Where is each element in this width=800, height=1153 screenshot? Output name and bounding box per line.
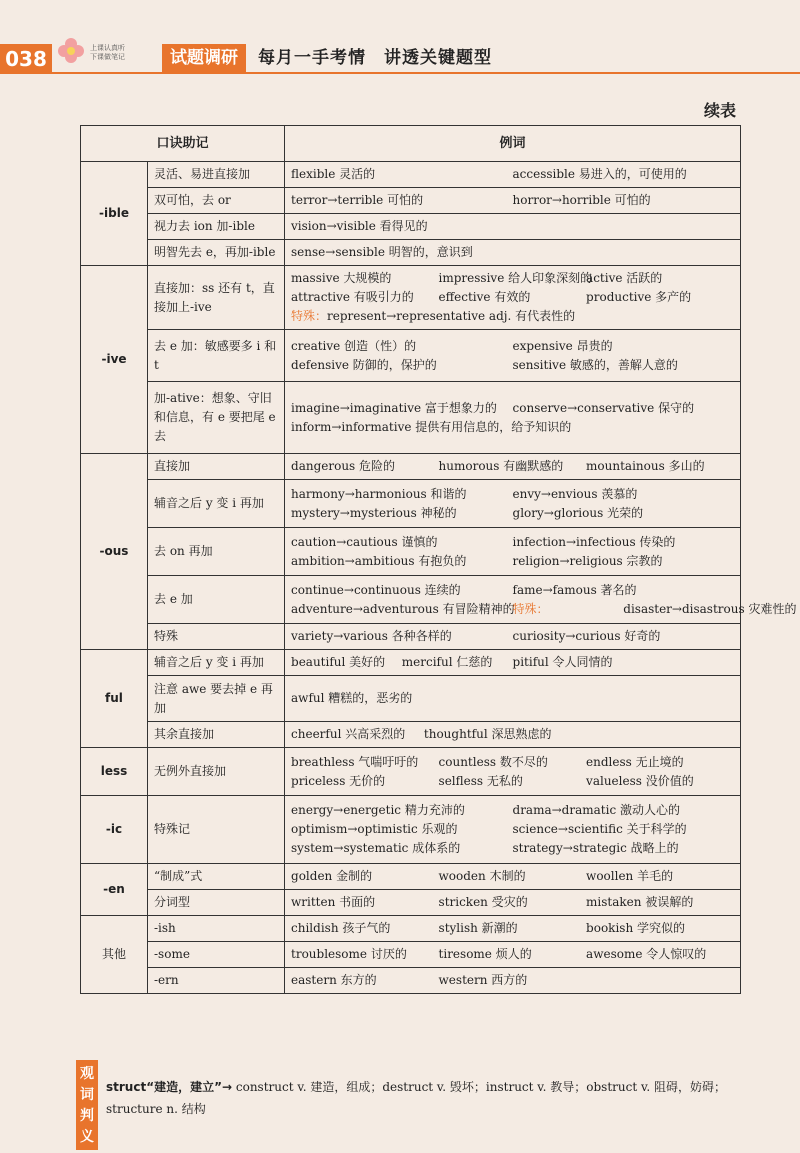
example-word: troublesome 讨厌的 <box>291 947 407 961</box>
footer-root: struct <box>106 1080 147 1094</box>
example-word: curiosity→curious 好奇的 <box>512 629 661 643</box>
example-word: cheerful 兴高采烈的 <box>291 727 406 741</box>
table-row <box>81 214 741 240</box>
examples-cell <box>285 942 741 968</box>
example-word: merciful 仁慈的 <box>401 655 493 669</box>
page-header <box>0 0 800 70</box>
special-text: represent→representative adj. 有代表性的 <box>327 309 576 323</box>
examples-cell <box>285 240 741 266</box>
suffix-cell: 其他 <box>81 916 148 994</box>
example-word: priceless 无价的 <box>291 773 386 788</box>
example-word: caution→cautious 谨慎的 <box>291 534 438 549</box>
mnemonic-cell: 视力去 ion 加-ible <box>148 214 285 240</box>
example-word: variety→various 各种各样的 <box>291 629 452 643</box>
mnemonic-cell: 去 on 再加 <box>148 528 285 576</box>
suffix-cell: -ic <box>81 796 148 864</box>
examples-cell <box>285 650 741 676</box>
special-label: 特殊： <box>512 601 549 616</box>
example-word: fame→famous 著名的 <box>512 582 637 597</box>
suffix-cell: -ous <box>81 454 148 650</box>
table-row <box>81 454 741 480</box>
examples-cell <box>285 330 741 382</box>
example-word: productive 多产的 <box>586 290 692 304</box>
header-examples: 例词 <box>285 126 741 162</box>
example-word: massive 大规模的 <box>291 271 392 285</box>
mnemonic-cell: -some <box>148 942 285 968</box>
example-word: infection→infectious 传染的 <box>512 534 676 549</box>
examples-cell <box>285 480 741 528</box>
table-row <box>81 330 741 382</box>
mnemonic-cell: 辅音之后 y 变 i 再加 <box>148 650 285 676</box>
example-word: selfless 无私的 <box>438 773 523 788</box>
example-word: mistaken 被误解的 <box>586 895 694 909</box>
table-row <box>81 576 741 624</box>
mnemonic-cell: 直接加：ss 还有 t，直接加上-ive <box>148 266 285 330</box>
continued-label: 续表 <box>704 101 737 120</box>
examples-cell <box>285 748 741 796</box>
table-row <box>81 796 741 864</box>
table-row <box>81 188 741 214</box>
special-note <box>512 600 797 619</box>
example-word: bookish 学究似的 <box>586 921 685 935</box>
examples-cell <box>285 722 741 748</box>
example-word: glory→glorious 光荣的 <box>512 505 644 520</box>
table-row <box>81 890 741 916</box>
example-word: golden 金制的 <box>291 869 373 883</box>
suffix-cell: -ive <box>81 266 148 454</box>
example-word: envy→envious 羡慕的 <box>512 486 638 501</box>
examples-cell <box>285 266 741 330</box>
example-word: humorous 有幽默感的 <box>438 459 564 473</box>
example-word: valueless 没价值的 <box>586 773 694 788</box>
section-badge: 试题调研 <box>162 44 246 72</box>
special-note <box>291 307 734 326</box>
suffix-table <box>80 125 797 994</box>
example-word: breathless 气喘吁吁的 <box>291 754 419 769</box>
mnemonic-cell: 注意 awe 要去掉 e 再加 <box>148 676 285 722</box>
examples-cell <box>285 890 741 916</box>
suffix-cell: -ible <box>81 162 148 266</box>
table-row <box>81 624 741 650</box>
table-row <box>81 162 741 188</box>
mnemonic-cell: 特殊记 <box>148 796 285 864</box>
suffix-cell: less <box>81 748 148 796</box>
example-word: conserve→conservative 保守的 <box>512 400 695 415</box>
example-word: vision→visible 看得见的 <box>291 219 428 233</box>
example-word: wooden 木制的 <box>438 869 526 883</box>
example-word: dangerous 危险的 <box>291 459 396 473</box>
page-number: 038 <box>0 44 52 74</box>
example-word: flexible 灵活的 <box>291 167 376 181</box>
example-word: accessible 易进入的，可使用的 <box>512 167 687 181</box>
footer-root-meaning: “建造，建立”→ <box>146 1080 233 1094</box>
example-word: expensive 昂贵的 <box>512 338 613 353</box>
example-word: religion→religious 宗教的 <box>512 553 663 568</box>
examples-cell <box>285 916 741 942</box>
mnemonic-cell: 直接加 <box>148 454 285 480</box>
examples-cell <box>285 968 741 994</box>
example-word: strategy→strategic 战略上的 <box>512 841 679 855</box>
example-word: stylish 新潮的 <box>438 921 518 935</box>
header-slogan: 每月一手考情 讲透关键题型 <box>258 48 492 68</box>
table-header-row <box>81 126 741 162</box>
example-word: creative 创造（性）的 <box>291 338 417 353</box>
mnemonic-cell: 特殊 <box>148 624 285 650</box>
header-rule <box>0 72 800 74</box>
example-word: sense→sensible 明智的，意识到 <box>291 245 473 259</box>
mnemonic-cell: -ern <box>148 968 285 994</box>
example-word: science→scientific 关于科学的 <box>512 822 687 836</box>
example-word: system→systematic 成体系的 <box>291 841 461 855</box>
example-word: awful 糟糕的，恶劣的 <box>291 691 413 705</box>
example-word: eastern 东方的 <box>291 973 377 987</box>
example-word: inform→informative 提供有用信息的，给予知识的 <box>291 419 572 434</box>
example-word: western 西方的 <box>438 973 528 987</box>
mnemonic-cell: 去 e 加 <box>148 576 285 624</box>
flower-logo-icon <box>56 36 86 68</box>
example-word: endless 无止境的 <box>586 754 684 769</box>
table-row <box>81 968 741 994</box>
example-word: adventure→adventurous 有冒险精神的 <box>291 601 515 616</box>
footer-text: construct v. 建造，组成；destruct v. 毁坏；instruct v. 教导；obstruct v. 阻碍，妨碍；structure n. 结构 <box>106 1080 726 1116</box>
mnemonic-cell: 灵活、易进直接加 <box>148 162 285 188</box>
mnemonic-cell: -ish <box>148 916 285 942</box>
mnemonic-cell: “制成”式 <box>148 864 285 890</box>
examples-cell <box>285 576 797 624</box>
examples-cell <box>285 188 741 214</box>
mnemonic-cell: 明智先去 e，再加-ible <box>148 240 285 266</box>
table-row <box>81 748 741 796</box>
examples-cell <box>285 864 741 890</box>
table-row <box>81 528 741 576</box>
examples-cell <box>285 796 741 864</box>
examples-cell <box>285 382 741 454</box>
example-word: mystery→mysterious 神秘的 <box>291 505 457 520</box>
table-row <box>81 942 741 968</box>
example-word: horror→horrible 可怕的 <box>512 193 651 207</box>
table-row <box>81 382 741 454</box>
suffix-cell: -en <box>81 864 148 916</box>
example-word: ambition→ambitious 有抱负的 <box>291 553 467 568</box>
table-row <box>81 266 741 330</box>
example-word: stricken 受灾的 <box>438 895 528 909</box>
example-word: countless 数不尽的 <box>438 754 548 769</box>
example-word: defensive 防御的，保护的 <box>291 357 437 372</box>
table-row <box>81 916 741 942</box>
footer-note <box>106 1076 766 1120</box>
example-word: optimism→optimistic 乐观的 <box>291 822 458 836</box>
examples-cell <box>285 624 741 650</box>
example-word: written 书面的 <box>291 895 376 909</box>
mnemonic-cell: 无例外直接加 <box>148 748 285 796</box>
motto: 上课认真听 下课做笔记 <box>90 44 125 61</box>
table-row <box>81 240 741 266</box>
example-word: terror→terrible 可怕的 <box>291 193 424 207</box>
example-word: beautiful 美好的 <box>291 655 386 669</box>
example-word: active 活跃的 <box>586 271 663 285</box>
example-word: energy→energetic 精力充沛的 <box>291 803 465 817</box>
table-row <box>81 676 741 722</box>
table-row <box>81 480 741 528</box>
example-word: effective 有效的 <box>438 290 531 304</box>
example-word: harmony→harmonious 和谐的 <box>291 486 467 501</box>
footer-tag: 观词判义 <box>76 1060 98 1150</box>
mnemonic-cell: 去 e 加：敏感要多 i 和 t <box>148 330 285 382</box>
example-word: childish 孩子气的 <box>291 921 391 935</box>
example-word: thoughtful 深思熟虑的 <box>423 727 552 741</box>
example-word: woollen 羊毛的 <box>586 869 674 883</box>
examples-cell <box>285 162 741 188</box>
mnemonic-cell: 其余直接加 <box>148 722 285 748</box>
table-row <box>81 864 741 890</box>
examples-cell <box>285 528 741 576</box>
example-word: sensitive 敏感的，善解人意的 <box>512 357 678 372</box>
header-mnemonic: 口诀助记 <box>81 126 285 162</box>
table-row <box>81 722 741 748</box>
example-word: tiresome 烦人的 <box>438 947 532 961</box>
example-word: pitiful 令人同情的 <box>512 655 613 669</box>
mnemonic-cell: 双可怕，去 or <box>148 188 285 214</box>
examples-cell <box>285 454 741 480</box>
mnemonic-cell: 辅音之后 y 变 i 再加 <box>148 480 285 528</box>
suffix-cell: ful <box>81 650 148 748</box>
mnemonic-cell: 加-ative：想象、守旧和信息，有 e 要把尾 e 去 <box>148 382 285 454</box>
example-word: mountainous 多山的 <box>586 459 705 473</box>
example-word: continue→continuous 连续的 <box>291 582 461 597</box>
special-text: disaster→disastrous 灾难性的 <box>623 601 797 616</box>
special-label: 特殊： <box>291 309 328 323</box>
example-word: awesome 令人惊叹的 <box>586 947 707 961</box>
example-word: impressive 给人印象深刻的 <box>438 271 593 285</box>
table-row <box>81 650 741 676</box>
examples-cell <box>285 676 741 722</box>
examples-cell <box>285 214 741 240</box>
example-word: attractive 有吸引力的 <box>291 290 414 304</box>
example-word: drama→dramatic 激动人心的 <box>512 803 680 817</box>
example-word: imagine→imaginative 富于想象力的 <box>291 400 497 415</box>
mnemonic-cell: 分词型 <box>148 890 285 916</box>
